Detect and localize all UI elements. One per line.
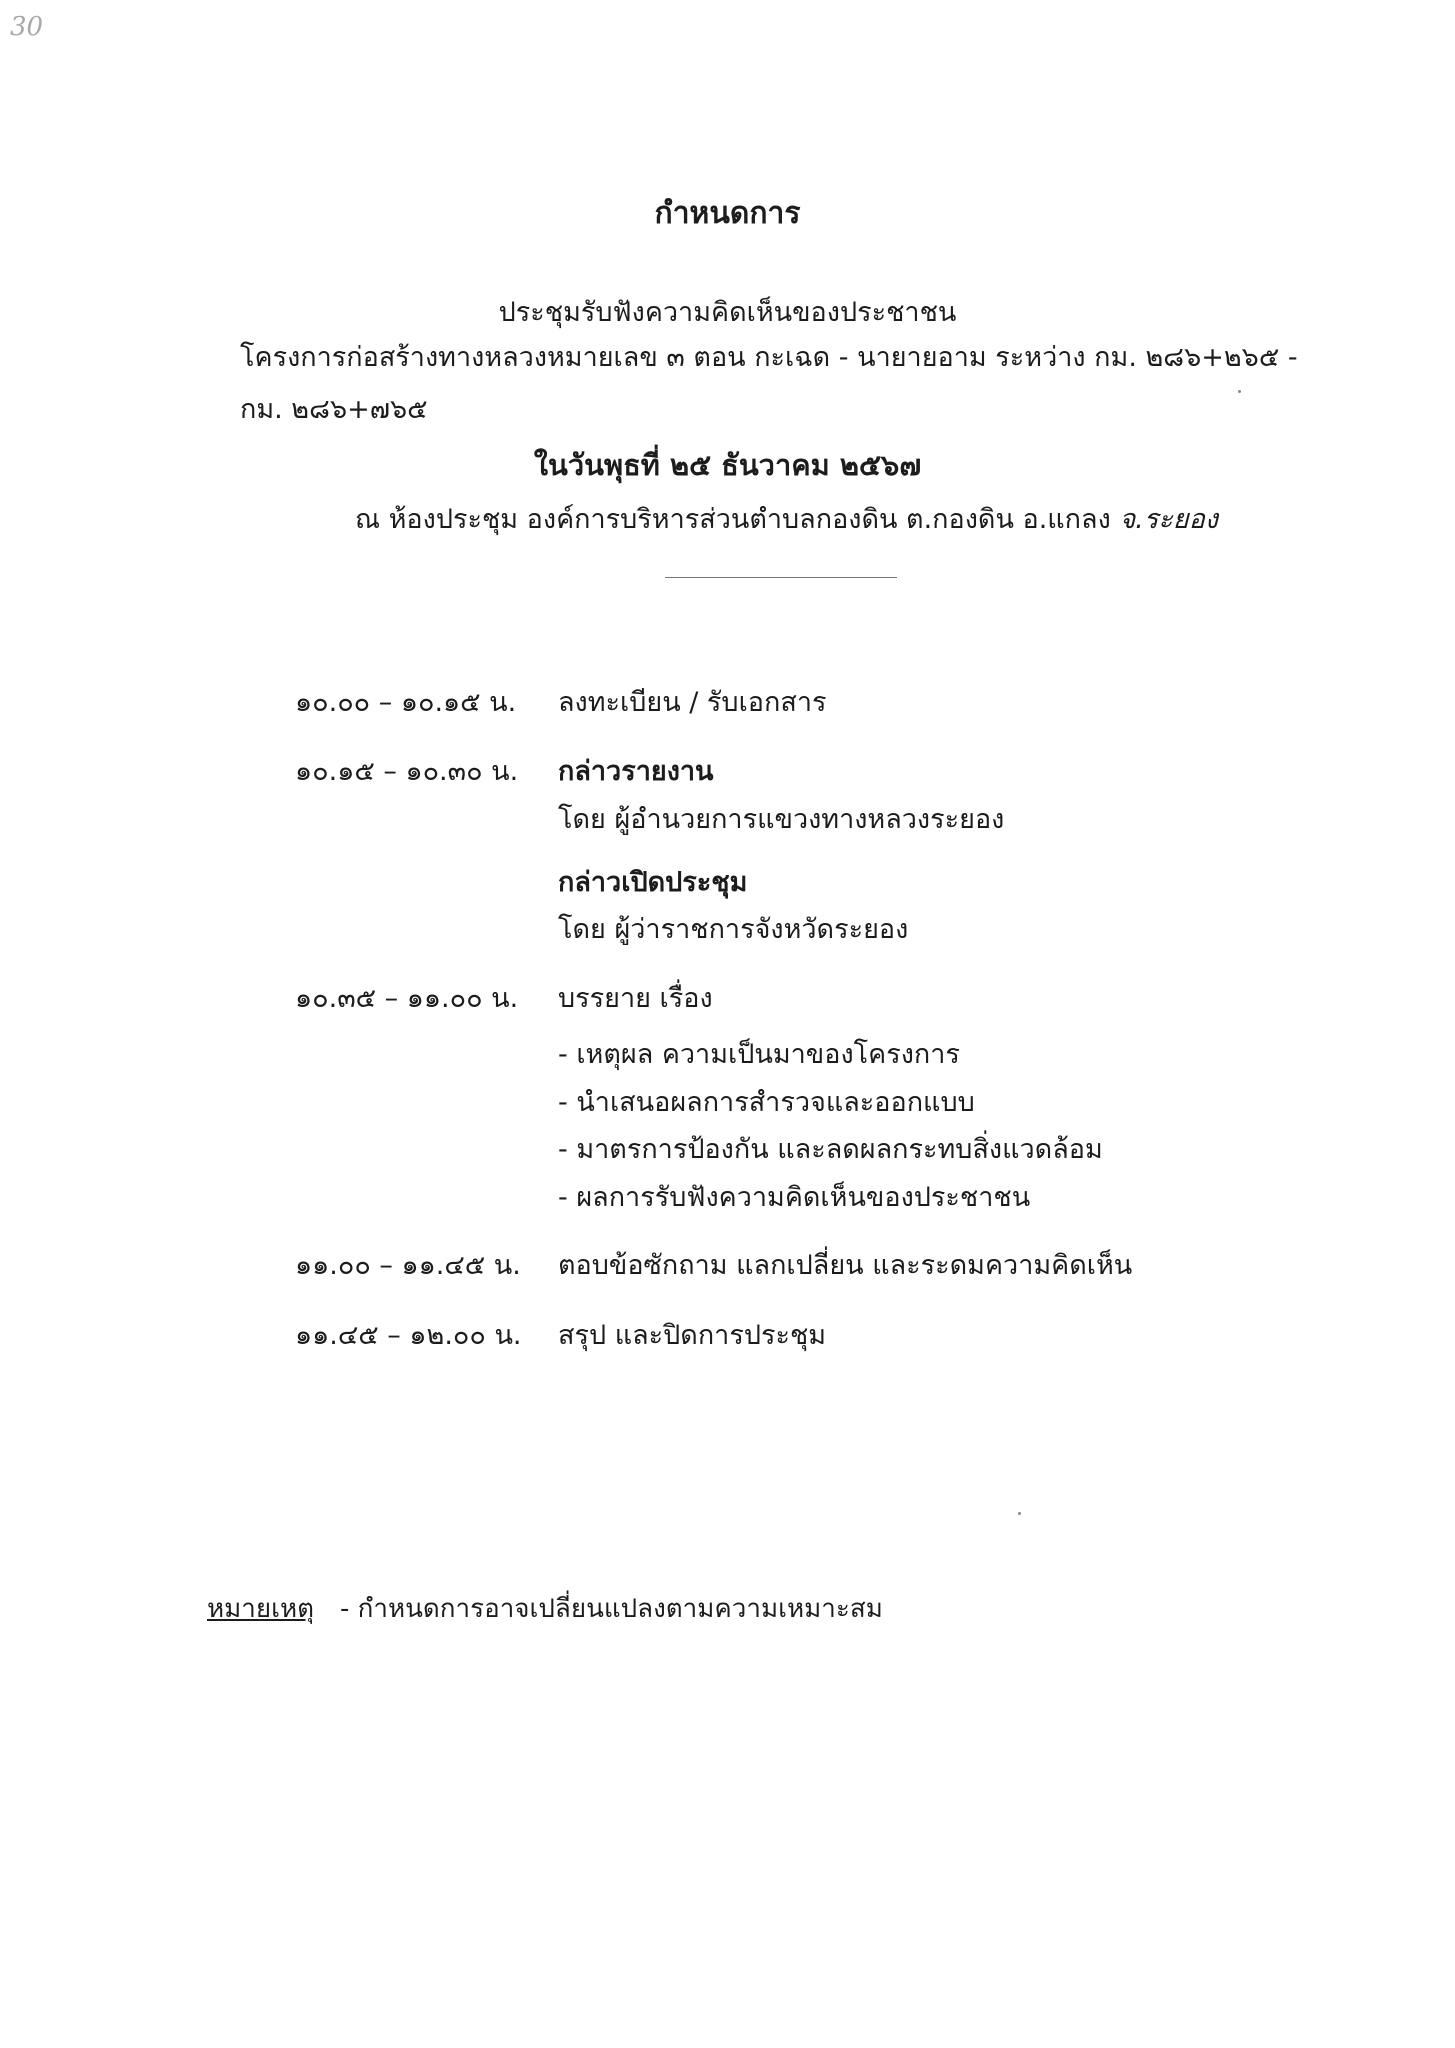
lecture-topic: - นำเสนอผลการสำรวจและออกแบบ	[558, 1087, 975, 1118]
scan-speck	[1018, 1512, 1021, 1515]
title-divider	[665, 577, 897, 578]
meeting-date: ในวันพุธที่ ๒๕ ธันวาคม ๒๕๖๗	[533, 448, 922, 482]
schedule-item-opening-by: โดย ผู้ว่าราชการจังหวัดระยอง	[558, 914, 909, 945]
lecture-topic: - เหตุผล ความเป็นมาของโครงการ	[558, 1039, 960, 1070]
schedule-time-1: ๑๐.๐๐ – ๑๐.๑๕ น.	[295, 687, 517, 718]
document-title: กำหนดการ	[654, 196, 801, 231]
schedule-time-5: ๑๑.๔๕ – ๑๒.๐๐ น.	[295, 1320, 522, 1351]
schedule-item-closing: สรุป และปิดการประชุม	[558, 1320, 827, 1351]
meeting-venue	[355, 497, 1218, 540]
meeting-subtitle: ประชุมรับฟังความคิดเห็นของประชาชน	[498, 297, 957, 328]
project-description-line-1: โครงการก่อสร้างทางหลวงหมายเลข ๓ ตอน กะเฉด - นายายอาม ระหว่าง กม. ๒๘๖+๒๖๕ -	[240, 342, 1298, 373]
remark-label: หมายเหตุ	[207, 1594, 315, 1624]
venue-province: จ.ระยอง	[1119, 504, 1218, 535]
scan-speck	[1238, 390, 1241, 393]
schedule-item-report-by: โดย ผู้อำนวยการแขวงทางหลวงระยอง	[558, 804, 1005, 835]
lecture-topic: - มาตรการป้องกัน และลดผลกระทบสิ่งแวดล้อม	[558, 1134, 1103, 1165]
schedule-item-lecture: บรรยาย เรื่อง	[558, 983, 713, 1014]
schedule-item-qa: ตอบข้อซักถาม แลกเปลี่ยน และระดมความคิดเห็น	[558, 1250, 1133, 1281]
project-description-line-2: กม. ๒๘๖+๗๖๕	[240, 394, 428, 425]
lecture-topic: - ผลการรับฟังความคิดเห็นของประชาชน	[558, 1182, 1031, 1213]
schedule-item-opening: กล่าวเปิดประชุม	[558, 867, 748, 898]
remark-text: - กำหนดการอาจเปลี่ยนแปลงตามความเหมาะสม	[340, 1594, 883, 1624]
schedule-item-report: กล่าวรายงาน	[558, 756, 714, 787]
venue-text: ณ ห้องประชุม องค์การบริหารส่วนตำบลกองดิน ต.กองดิน อ.แกลง	[355, 504, 1120, 535]
schedule-time-3: ๑๐.๓๕ – ๑๑.๐๐ น.	[295, 983, 519, 1014]
page-number: 30	[10, 12, 44, 42]
schedule-item-registration: ลงทะเบียน / รับเอกสาร	[558, 687, 827, 718]
schedule-time-2: ๑๐.๑๕ – ๑๐.๓๐ น.	[295, 756, 519, 787]
schedule-time-4: ๑๑.๐๐ – ๑๑.๔๕ น.	[295, 1250, 521, 1281]
